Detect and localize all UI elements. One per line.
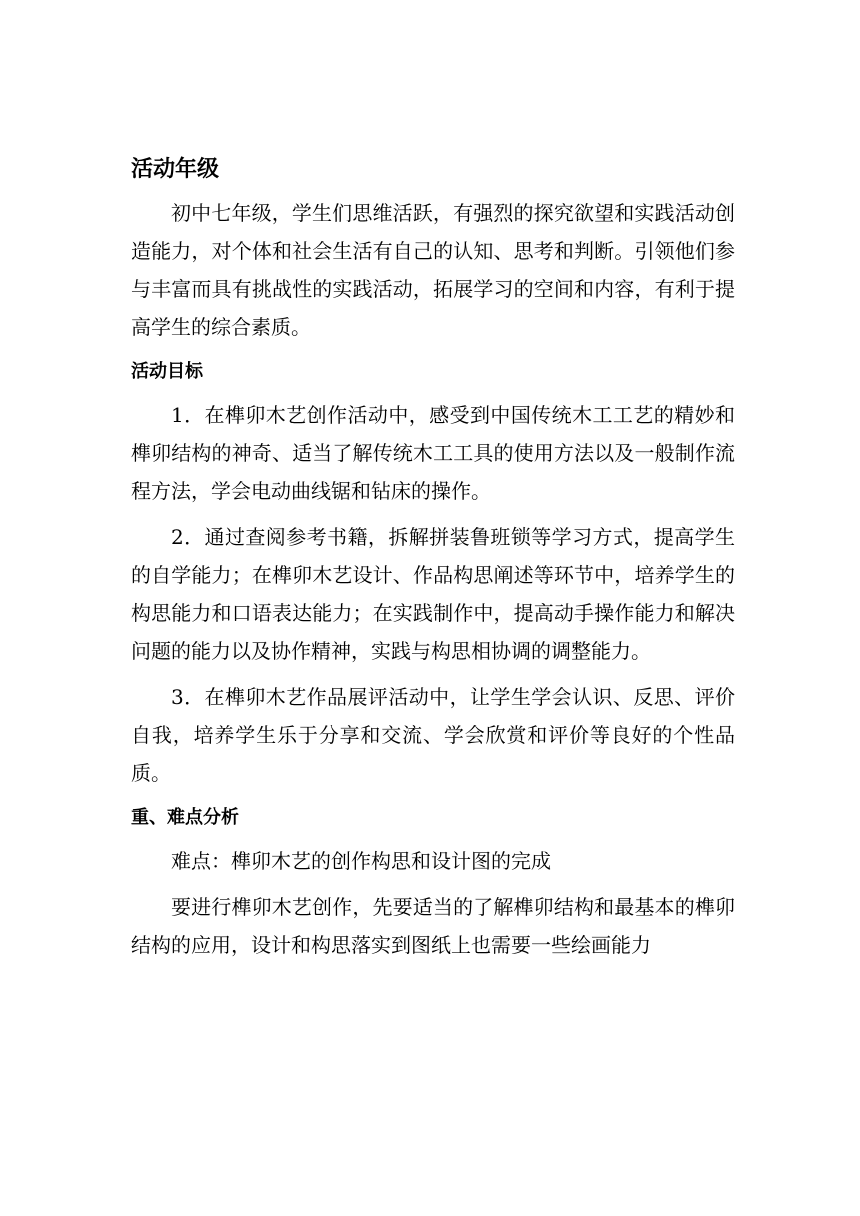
paragraph-goal-1: 1．在榫卯木艺创作活动中，感受到中国传统木工工艺的精妙和榫卯结构的神奇、适当了解传统木工工具的使用方法以及一般制作流程方法，学会电动曲线锯和钻床的操作。 (131, 403, 735, 503)
section-title-goals: 活动目标 (131, 361, 203, 382)
section-title-grade: 活动年级 (131, 157, 220, 182)
section-title-key-points: 重、难点分析 (131, 807, 239, 828)
paragraph-difficulty-detail: 要进行榫卯木艺创作，先要适当的了解榫卯结构和最基本的榫卯结构的应用，设计和构思落实到图纸上也需要一些绘画能力 (131, 895, 735, 957)
paragraph-difficulty: 难点：榫卯木艺的创作构思和设计图的完成 (171, 849, 551, 873)
paragraph-goal-3: 3．在榫卯木艺作品展评活动中，让学生学会认识、反思、评价自我，培养学生乐于分享和交流、学会欣赏和评价等良好的个性品质。 (131, 685, 735, 785)
document-body (131, 150, 735, 968)
paragraph-goal-2: 2．通过查阅参考书籍，拆解拼装鲁班锁等学习方式，提高学生的自学能力；在榫卯木艺设计、作品构思阐述等环节中，培养学生的构思能力和口语表达能力；在实践制作中，提高动手操作能力和解决问题的能力以及协作精神，实践与构思相协调的调整能力。 (131, 525, 735, 663)
paragraph-grade-description: 初中七年级，学生们思维活跃，有强烈的探究欲望和实践活动创造能力，对个体和社会生活有自己的认知、思考和判断。引领他们参与丰富而具有挑战性的实践活动，拓展学习的空间和内容，有利于提高学生的综合素质。 (131, 201, 735, 339)
